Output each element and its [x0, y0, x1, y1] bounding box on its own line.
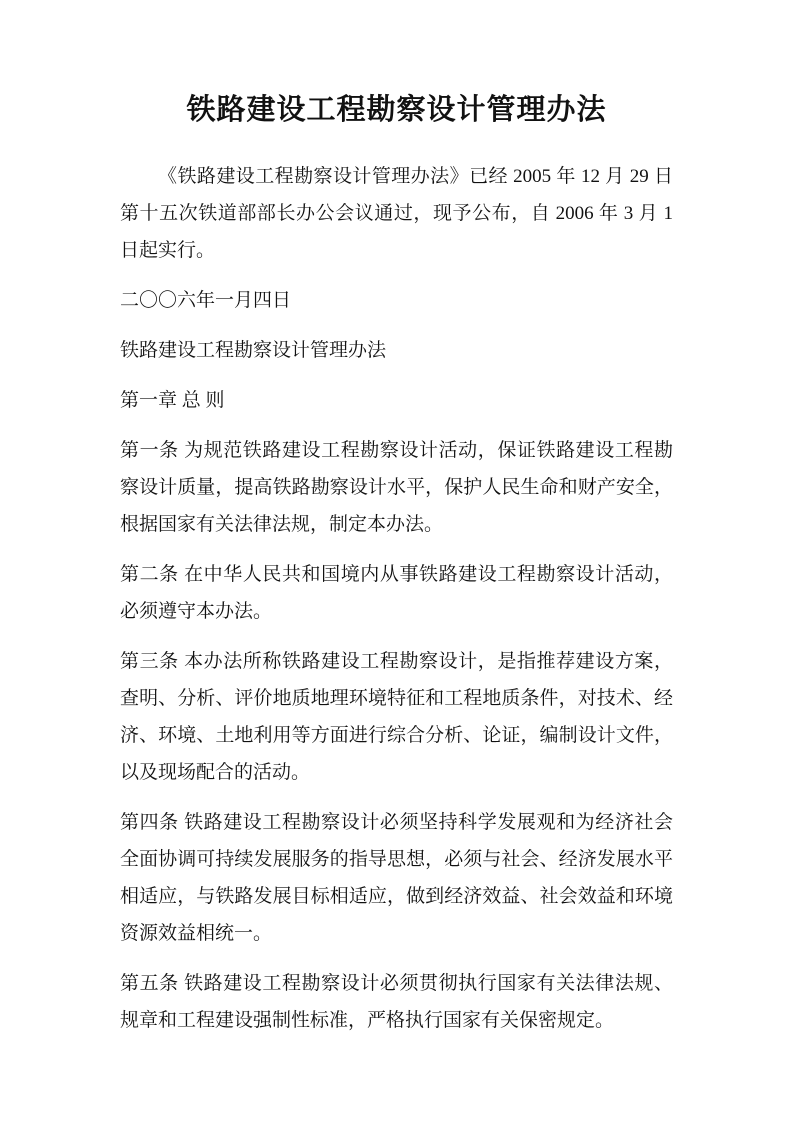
- article-2: 第二条 在中华人民共和国境内从事铁路建设工程勘察设计活动，必须遵守本办法。: [120, 564, 673, 622]
- preamble-paragraph: 《铁路建设工程勘察设计管理办法》已经 2005 年 12 月 29 日第十五次铁道部部长办公会议通过，现予公布，自 2006 年 3 月 1 日起实行。: [120, 166, 673, 261]
- document-subtitle: 铁路建设工程勘察设计管理办法: [120, 340, 387, 361]
- document-title: 铁路建设工程勘察设计管理办法: [186, 94, 607, 126]
- article-4: 第四条 铁路建设工程勘察设计必须坚持科学发展观和为经济社会全面协调可持续发展服务的指导思想，必须与社会、经济发展水平相适应，与铁路发展目标相适应，做到经济效益、社会效益和环境资源效益相统一。: [120, 812, 673, 944]
- chapter-1-heading: 第一章 总 则: [120, 390, 225, 411]
- article-3: 第三条 本办法所称铁路建设工程勘察设计，是指推荐建设方案，查明、分析、评价地质地理环境特征和工程地质条件，对技术、经济、环境、土地利用等方面进行综合分析、论证，编制设计文件，以及现场配合的活动。: [120, 651, 673, 783]
- article-1: 第一条 为规范铁路建设工程勘察设计活动，保证铁路建设工程勘察设计质量，提高铁路勘察设计水平，保护人民生命和财产安全，根据国家有关法律法规，制定本办法。: [120, 440, 673, 535]
- date-line: 二〇〇六年一月四日: [120, 290, 292, 311]
- article-5: 第五条 铁路建设工程勘察设计必须贯彻执行国家有关法律法规、规章和工程建设强制性标准，严格执行国家有关保密规定。: [120, 973, 673, 1031]
